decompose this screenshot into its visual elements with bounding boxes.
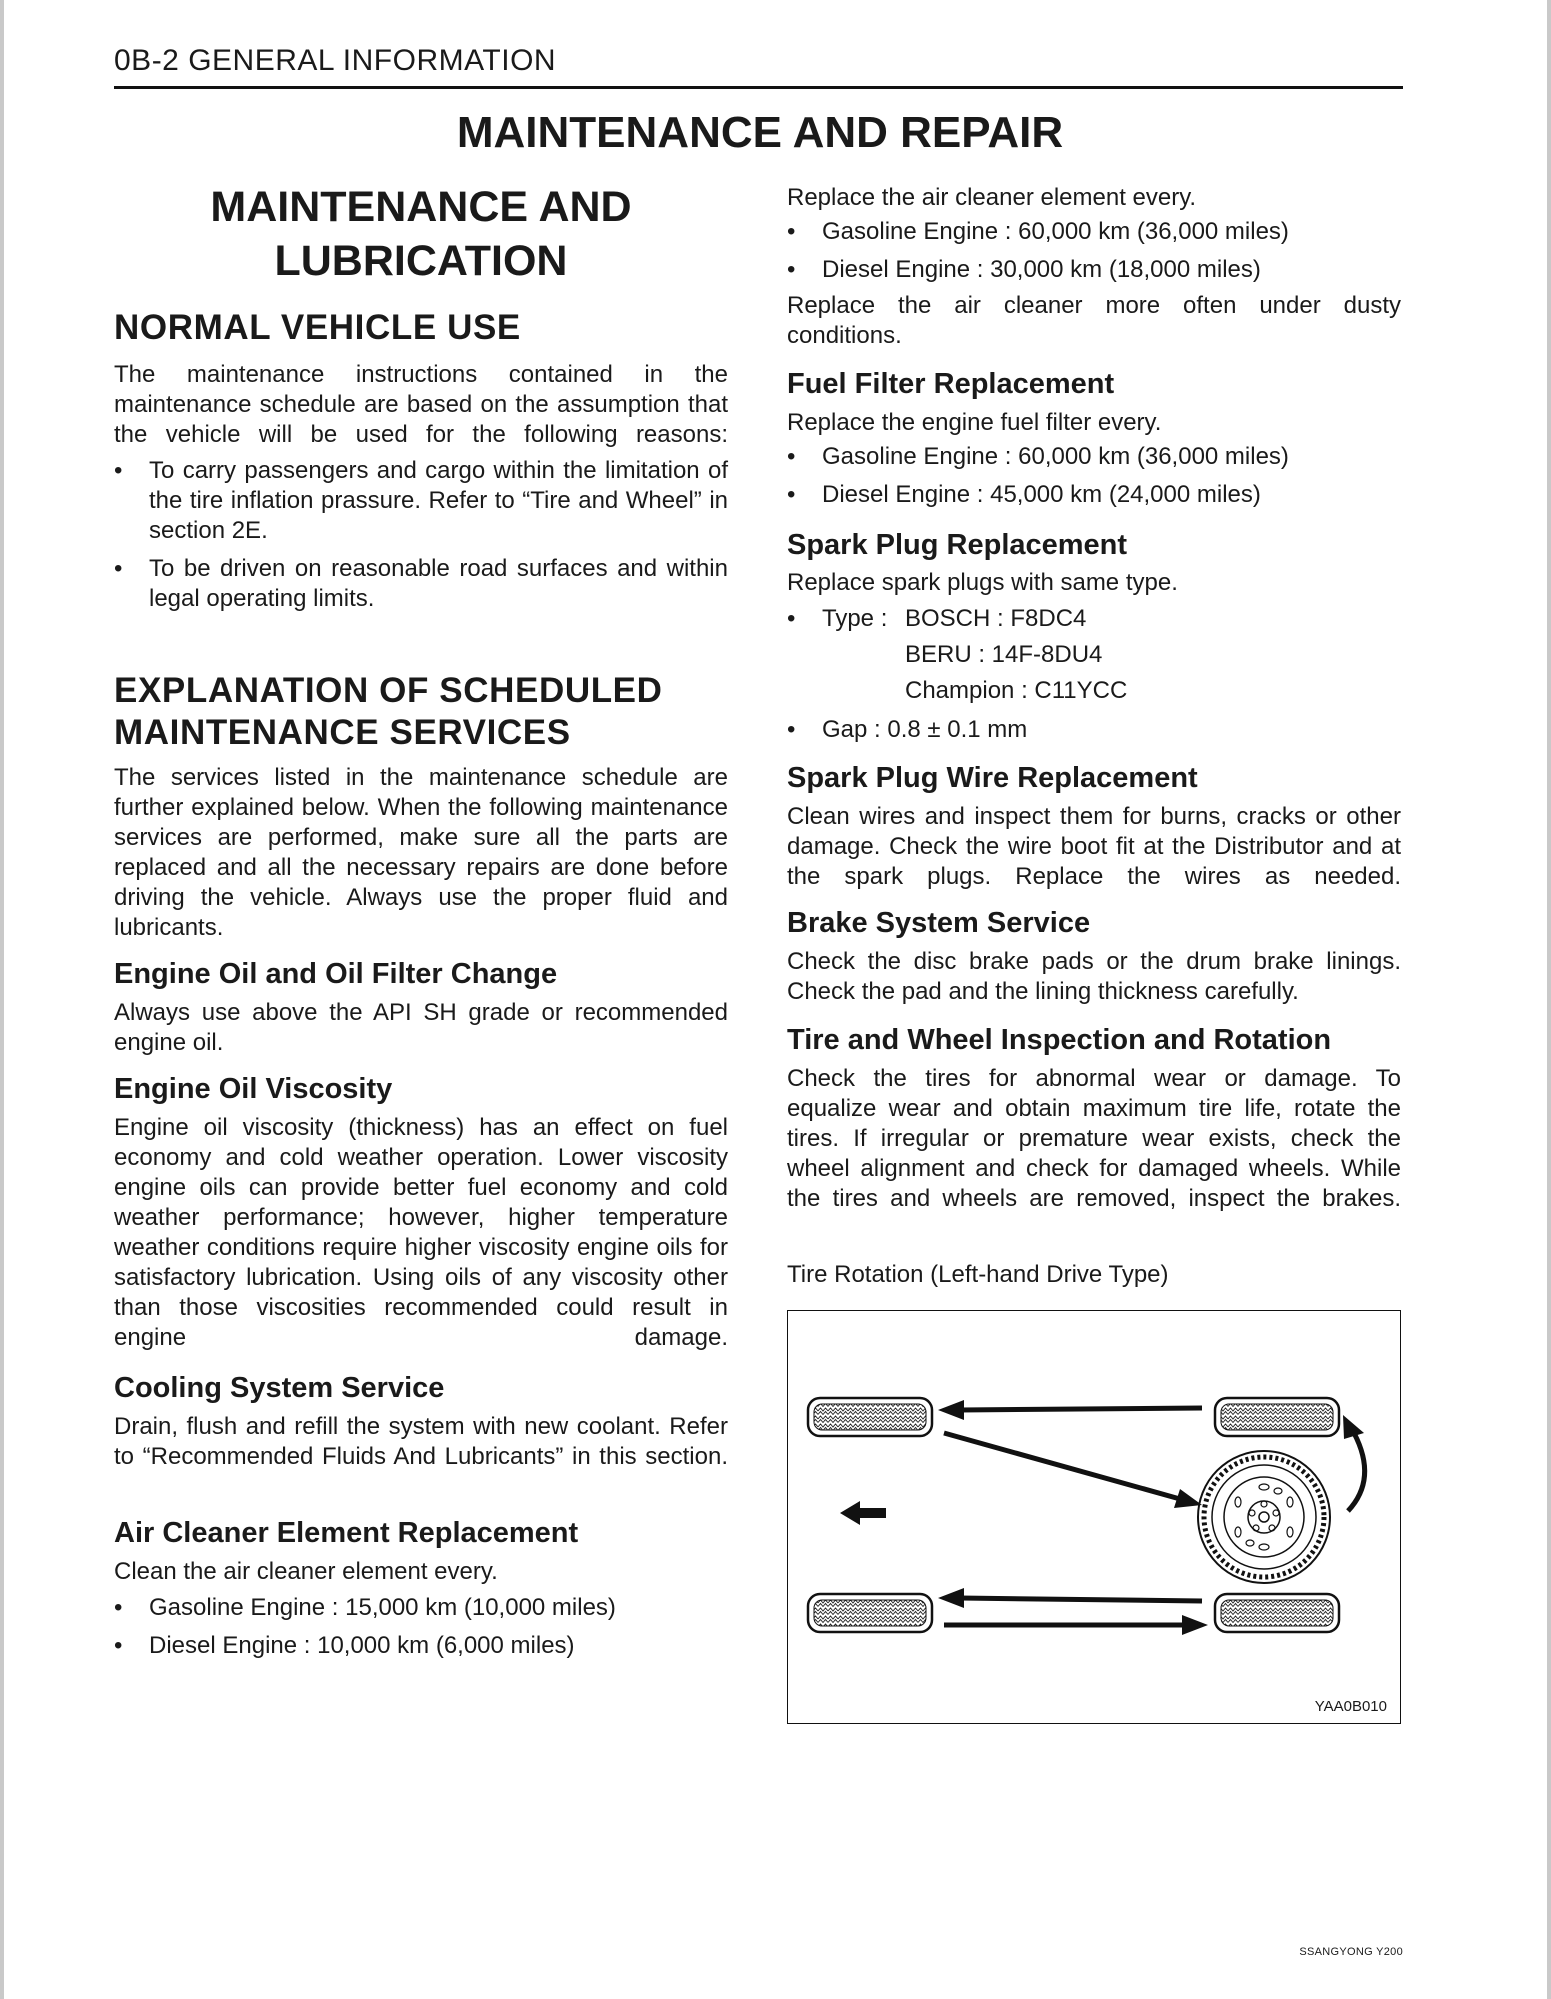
arrow-front-right-to-front-left	[938, 1400, 1202, 1420]
list-item: • To carry passengers and cargo within the limitation of the tire inflation prassure. Refer to “Tire and Wheel” in section 2E.	[114, 456, 728, 546]
viscosity-section	[114, 1071, 728, 1353]
chapter-title	[114, 180, 728, 288]
page-header: 0B-2 GENERAL INFORMATION	[114, 44, 557, 77]
spark-plug-heading: Spark Plug Replacement	[787, 529, 1128, 561]
spark-wire-text: Clean wires and inspect them for burns, cracks or other damage. Check the wire boot fit at the Distributor and at the spark plugs. Replace the wires as needed.	[787, 803, 1401, 890]
tire-rotation-diagram	[788, 1311, 1400, 1723]
explanation-text: The services listed in the maintenance schedule are further explained below. When the following maintenance services are performed, make sure all the parts are replaced and all the necessary repairs are done before driving the vehicle. Always use the proper fluid and lubricants.	[114, 764, 728, 941]
arrow-rear-left-to-rear-right	[944, 1615, 1208, 1635]
arrow-spare-to-front-right	[1343, 1415, 1365, 1511]
bullet: •	[787, 716, 796, 743]
tire-rear-right	[1215, 1594, 1339, 1632]
page-footer: SSANGYONG Y200	[1299, 1946, 1403, 1958]
tire-rear-left	[808, 1594, 932, 1632]
tire-front-right	[1215, 1398, 1339, 1436]
air-replace-section	[787, 183, 1401, 351]
direction-arrow-forward	[840, 1501, 886, 1525]
list-item: • Diesel Engine : 45,000 km (24,000 miles)	[787, 476, 1401, 514]
explanation-heading-line2: MAINTENANCE SERVICES	[114, 713, 571, 752]
spark-type-label: Type :	[822, 605, 888, 632]
main-title: MAINTENANCE AND REPAIR	[456, 108, 1064, 157]
normal-use-list	[114, 456, 728, 614]
cooling-section	[114, 1370, 728, 1472]
spare-wheel	[1198, 1451, 1330, 1583]
chapter-title-line2: LUBRICATION	[274, 237, 568, 285]
spark-type-beru: BERU : 14F-8DU4	[905, 641, 1103, 668]
chapter-title-line1: MAINTENANCE AND	[210, 183, 632, 231]
spark-type-bosch: BOSCH : F8DC4	[905, 605, 1087, 632]
air-cleaner-heading: Air Cleaner Element Replacement	[114, 1517, 579, 1549]
explanation-heading-line1: EXPLANATION OF SCHEDULED	[114, 671, 663, 710]
fuel-filter-list	[787, 438, 1401, 514]
air-cleaner-list	[114, 1589, 728, 1665]
explanation-section	[114, 670, 728, 943]
viscosity-text: Engine oil viscosity (thickness) has an effect on fuel economy and cold weather operation. Lower viscosity engine oils can provide better fuel economy and cold weather performance; however, higher temperature weather conditions require higher viscosity engine oils for satisfactory lubrication. Using oils of any viscosity other than those viscosities recommended could result in engine damage.	[114, 1114, 728, 1351]
brake-text: Check the disc brake pads or the drum brake linings. Check the pad and the lining thickness carefully.	[787, 948, 1401, 1005]
spark-wire-heading: Spark Plug Wire Replacement	[787, 762, 1198, 794]
air-replace-text: Replace the air cleaner element every.	[787, 184, 1197, 211]
list-item: • Gasoline Engine : 60,000 km (36,000 miles)	[787, 213, 1401, 251]
cooling-text: Drain, flush and refill the system with new coolant. Refer to “Recommended Fluids And Lubricants” in this section.	[114, 1413, 728, 1470]
header-rule	[114, 86, 1403, 89]
spark-plug-section	[787, 527, 1401, 748]
arrow-rear-right-to-rear-left	[938, 1588, 1202, 1608]
tire-section	[787, 1022, 1401, 1214]
arrow-front-left-to-spare	[944, 1433, 1202, 1508]
brake-section	[787, 905, 1401, 1007]
air-replace-note: Replace the air cleaner more often under dusty conditions.	[787, 292, 1401, 349]
air-cleaner-text: Clean the air cleaner element every.	[114, 1558, 498, 1585]
spark-wire-section	[787, 760, 1401, 892]
list-item: • Gasoline Engine : 60,000 km (36,000 miles)	[787, 438, 1401, 476]
bullet: •	[787, 605, 796, 632]
spark-plug-text: Replace spark plugs with same type.	[787, 569, 1178, 596]
oil-change-heading: Engine Oil and Oil Filter Change	[114, 958, 558, 990]
list-item: • To be driven on reasonable road surfaces and within legal operating limits.	[114, 554, 728, 614]
air-replace-list	[787, 213, 1401, 289]
spark-plug-types	[787, 601, 1401, 748]
normal-use-heading: NORMAL VEHICLE USE	[114, 308, 521, 347]
viscosity-heading: Engine Oil Viscosity	[114, 1073, 393, 1105]
tire-rotation-figure	[787, 1310, 1401, 1724]
cooling-heading: Cooling System Service	[114, 1372, 445, 1404]
tire-text: Check the tires for abnormal wear or damage. To equalize wear and obtain maximum tire life, rotate the tires. If irregular or premature wear exists, check the wheel alignment and check for damaged wheels. While the tires and wheels are removed, inspect the brakes.	[787, 1065, 1401, 1212]
list-item: • Diesel Engine : 30,000 km (18,000 miles)	[787, 251, 1401, 289]
fuel-filter-section	[787, 366, 1401, 514]
normal-use-intro: The maintenance instructions contained in the maintenance schedule are based on the assumption that the vehicle will be used for the following reasons:	[114, 361, 728, 448]
spark-type-champion: Champion : C11YCC	[905, 677, 1128, 704]
air-cleaner-section	[114, 1515, 728, 1665]
list-item: • Gasoline Engine : 15,000 km (10,000 miles)	[114, 1589, 728, 1627]
brake-heading: Brake System Service	[787, 907, 1091, 939]
normal-use-section	[114, 307, 728, 614]
figure-caption: Tire Rotation (Left-hand Drive Type)	[787, 1261, 1169, 1288]
page-edge-right	[1547, 0, 1551, 1999]
list-item: • Diesel Engine : 10,000 km (6,000 miles)	[114, 1627, 728, 1665]
fuel-filter-heading: Fuel Filter Replacement	[787, 368, 1115, 400]
spark-gap: Gap : 0.8 ± 0.1 mm	[822, 716, 1028, 743]
oil-change-text: Always use above the API SH grade or recommended engine oil.	[114, 999, 728, 1056]
oil-change-section	[114, 956, 728, 1058]
fuel-filter-text: Replace the engine fuel filter every.	[787, 409, 1162, 436]
page-edge-left	[0, 0, 4, 1999]
figure-code: YAA0B010	[1314, 1698, 1387, 1715]
tire-front-left	[808, 1398, 932, 1436]
tire-heading: Tire and Wheel Inspection and Rotation	[787, 1024, 1332, 1056]
